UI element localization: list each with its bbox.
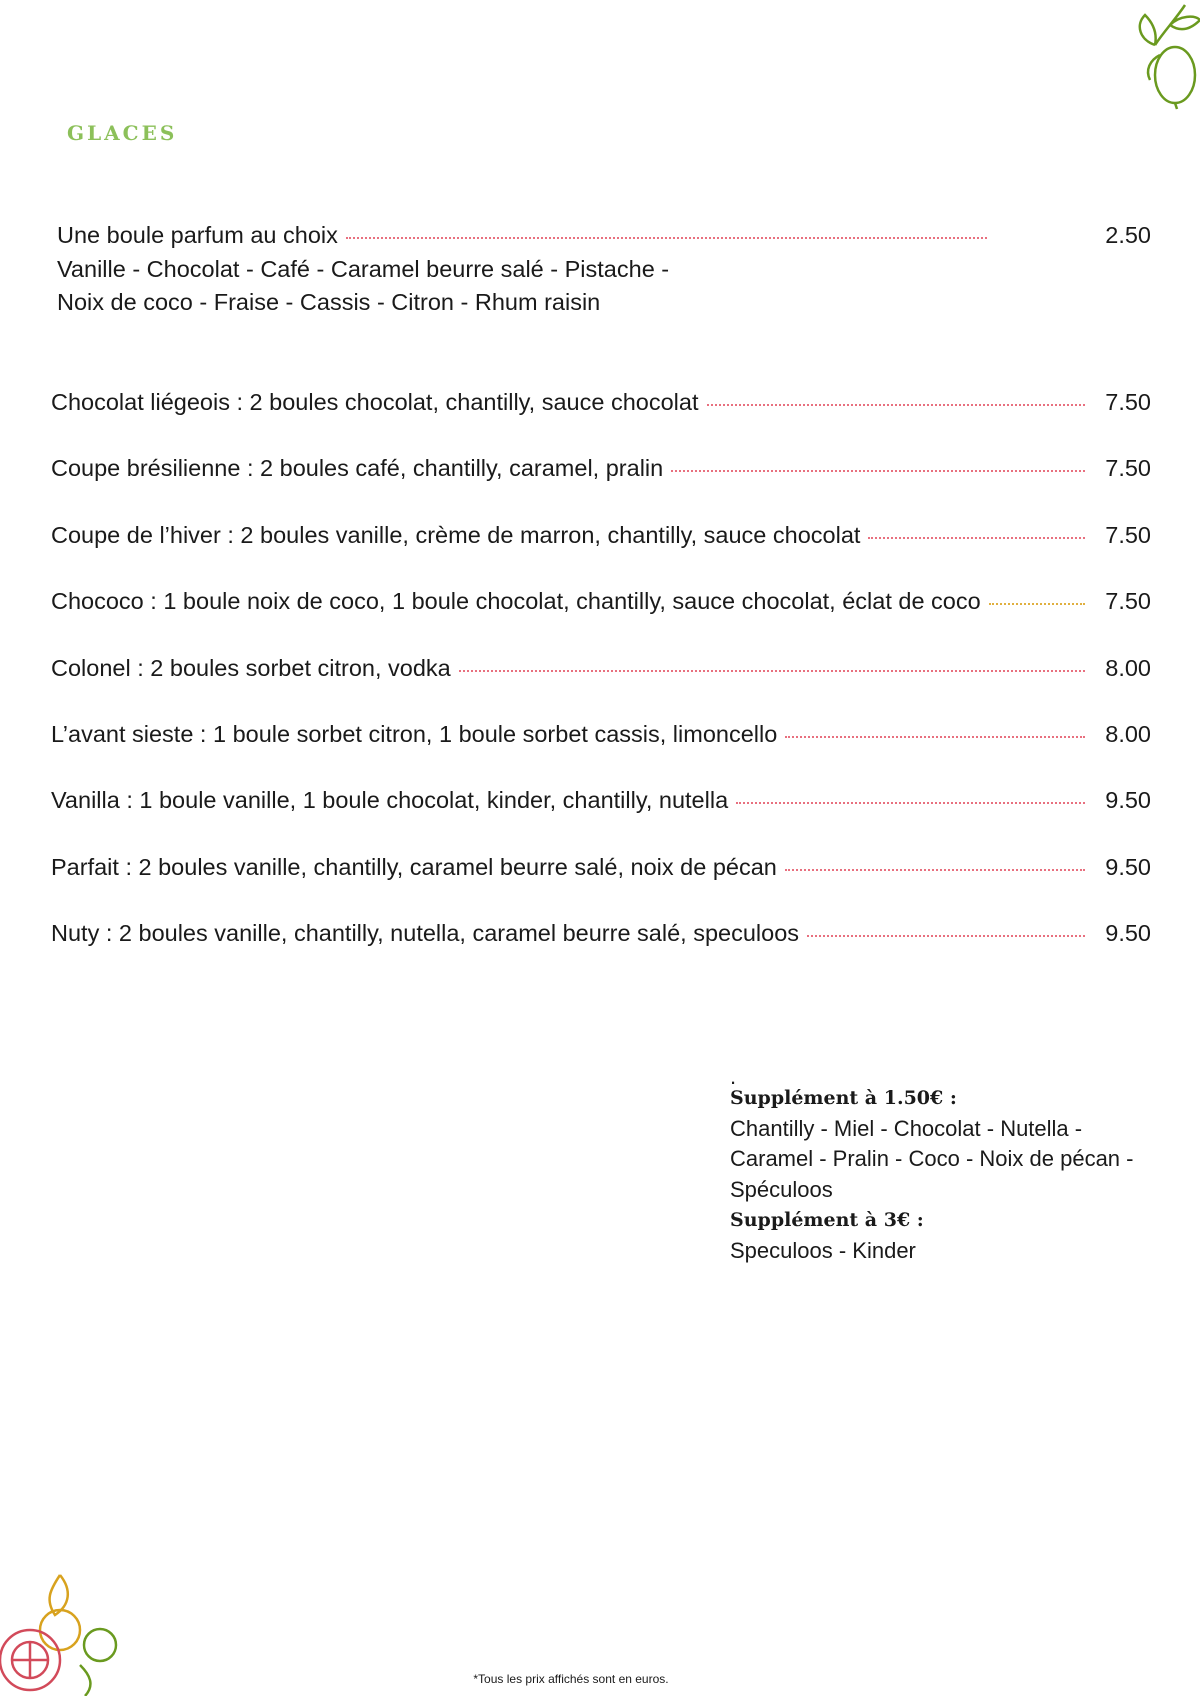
flavours-line: Noix de coco - Fraise - Cassis - Citron - Rhum raisin — [57, 289, 601, 315]
item-price: 7.50 — [1105, 389, 1151, 415]
item-price: 7.50 — [1105, 588, 1151, 615]
dotted-leader — [868, 537, 1085, 539]
menu-item — [51, 920, 1151, 947]
dotted-leader — [989, 603, 1085, 605]
supplement-line: Caramel - Pralin - Coco - Noix de pécan - — [730, 1146, 1134, 1171]
dotted-leader — [707, 404, 1085, 406]
item-price: 9.50 — [1105, 920, 1151, 947]
item-price: 2.50 — [1105, 222, 1151, 248]
dotted-leader — [785, 869, 1085, 871]
item-label: Chocolat liégeois : 2 boules chocolat, chantilly, sauce chocolat — [51, 389, 699, 415]
item-label: L’avant sieste : 1 boule sorbet citron, 1 boule sorbet cassis, limoncello — [51, 721, 778, 747]
dotted-leader — [671, 470, 1085, 472]
item-label: Coupe de l’hiver : 2 boules vanille, crème de marron, chantilly, sauce chocolat — [51, 521, 861, 548]
item-label: Chococo : 1 boule noix de coco, 1 boule chocolat, chantilly, sauce chocolat, éclat de coco — [51, 588, 981, 615]
menu-item — [51, 854, 1151, 881]
flavours-line: Vanille - Chocolat - Café - Caramel beurre salé - Pistache - — [57, 256, 670, 282]
menu-item — [51, 721, 1151, 748]
dotted-leader — [346, 237, 987, 239]
menu-item — [51, 522, 1151, 549]
supplement-line: Speculoos - Kinder — [730, 1237, 916, 1263]
item-price: 8.00 — [1105, 654, 1151, 681]
menu-item — [51, 655, 1151, 682]
lemon-branch-illustration — [1125, 0, 1200, 110]
item-label: Nuty : 2 boules vanille, chantilly, nutella, caramel beurre salé, speculoos — [51, 920, 800, 947]
menu-item — [51, 787, 1151, 814]
supplement-heading: Supplément à 3€ : — [730, 1209, 924, 1231]
supplement-line: Spéculoos — [730, 1176, 833, 1202]
item-label: Une boule parfum au choix — [57, 222, 338, 248]
menu-item — [51, 588, 1151, 615]
item-price: 7.50 — [1105, 455, 1151, 482]
footer-note: *Tous les prix affichés sont en euros. — [473, 1672, 669, 1686]
menu-item-single-scoop — [57, 222, 1151, 249]
item-price: 9.50 — [1105, 787, 1151, 814]
menu-item — [51, 389, 1151, 416]
dotted-leader — [459, 670, 1085, 672]
supplements-block — [730, 1064, 1134, 1266]
item-label: Colonel : 2 boules sorbet citron, vodka — [51, 654, 451, 681]
item-price: 8.00 — [1105, 721, 1151, 747]
item-label: Coupe brésilienne : 2 boules café, chantilly, caramel, pralin — [51, 455, 664, 482]
item-price: 9.50 — [1105, 853, 1151, 880]
dotted-leader — [807, 935, 1085, 937]
item-label: Vanilla : 1 boule vanille, 1 boule chocolat, kinder, chantilly, nutella — [51, 787, 729, 814]
item-label: Parfait : 2 boules vanille, chantilly, caramel beurre salé, noix de pécan — [51, 853, 777, 880]
item-price: 7.50 — [1105, 521, 1151, 548]
supplement-heading: Supplément à 1.50€ : — [730, 1087, 957, 1109]
dotted-leader — [736, 802, 1085, 804]
separator-dot: . — [730, 1064, 737, 1089]
supplement-line: Chantilly - Miel - Chocolat - Nutella - — [730, 1115, 1083, 1141]
menu-item — [51, 455, 1151, 482]
section-title: GLACES — [67, 121, 178, 145]
dotted-leader — [785, 736, 1085, 738]
